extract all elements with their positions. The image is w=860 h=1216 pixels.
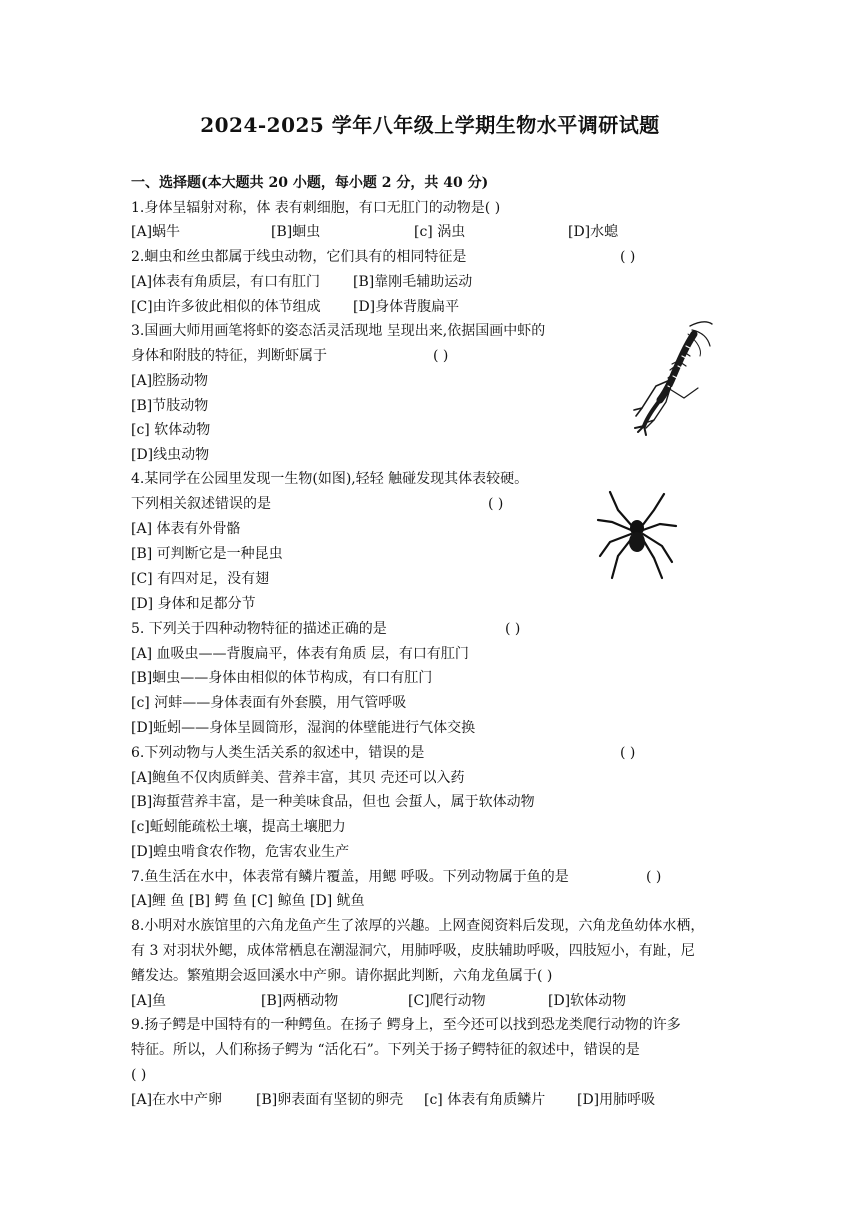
spider-image: [596, 490, 678, 580]
question-8-line-1: 8.小明对水族馆里的六角龙鱼产生了浓厚的兴趣。上网查阅资料后发现，六角龙鱼幼体水栖，: [131, 918, 705, 934]
q2-option-c: [C]由许多彼此相似的体节组成: [131, 299, 321, 315]
q7-options: [A]鲤 鱼 [B] 鳄 鱼 [C] 鲸鱼 [D] 鱿鱼: [131, 893, 365, 909]
q4-option-c: [C] 有四对足，没有翅: [131, 571, 270, 587]
question-9-line-3: ( ): [131, 1067, 147, 1083]
q5-option-c: [c] 河蚌——身体表面有外套膜，用气管呼吸: [131, 695, 407, 711]
q3-option-d: [D]线虫动物: [131, 447, 210, 463]
q1-option-a: [A]蜗牛: [131, 224, 181, 240]
question-7-stem: 7.鱼生活在水中，体表常有鳞片覆盖，用鳃 呼吸。下列动物属于鱼的是: [131, 869, 569, 885]
question-3-stem: 3.国画大师用画笔将虾的姿态活灵活现地 呈现出来,依据国画中虾的: [131, 323, 546, 339]
q8-option-a: [A]鱼: [131, 993, 167, 1009]
q2-option-b: [B]靠刚毛辅助运动: [353, 274, 473, 290]
q1-option-b: [B]蛔虫: [271, 224, 321, 240]
q4-option-a: [A] 体表有外骨骼: [131, 521, 241, 537]
q4-option-d: [D] 身体和足都分节: [131, 596, 256, 612]
question-6-stem: 6.下列动物与人类生活关系的叙述中，错误的是: [131, 745, 425, 761]
q8-option-b: [B]两栖动物: [261, 993, 339, 1009]
q6-option-a: [A]鲍鱼不仅肉质鲜美、营养丰富，其贝 壳还可以入药: [131, 770, 465, 786]
q2-option-d: [D]身体背腹扁平: [353, 299, 460, 315]
q9-option-a: [A]在水中产卵: [131, 1092, 223, 1108]
q6-option-d: [D]蝗虫啃食农作物，危害农业生产: [131, 844, 350, 860]
q2-answer-bracket: ( ): [620, 249, 636, 265]
question-9-line-2: 特征。所以，人们称扬子鳄为 “活化石”。下列关于扬子鳄特征的叙述中，错误的是: [131, 1042, 640, 1058]
q4-option-b: [B] 可判断它是一种昆虫: [131, 546, 283, 562]
question-4-stem-line2: 下列相关叙述错误的是: [131, 496, 271, 512]
q9-option-c: [c] 体表有角质鳞片: [424, 1092, 546, 1108]
question-5-stem: 5. 下列关于四种动物特征的描述正确的是: [131, 621, 387, 637]
q2-option-a: [A]体表有角质层，有口有肛门: [131, 274, 321, 290]
question-2-stem: 2.蛔虫和丝虫都属于线虫动物，它们具有的相同特征是: [131, 249, 467, 265]
question-8-line-3: 鳍发达。繁殖期会返回溪水中产卵。请你据此判断，六角龙鱼属于( ): [131, 968, 553, 984]
q5-option-a: [A] 血吸虫——背腹扁平，体表有角质 层，有口有肛门: [131, 646, 469, 662]
page-title: 2024-2025 学年八年级上学期生物水平调研试题: [200, 113, 660, 137]
q8-option-c: [C]爬行动物: [408, 993, 486, 1009]
q5-answer-bracket: ( ): [505, 621, 521, 637]
q3-option-a: [A]腔肠动物: [131, 373, 209, 389]
shrimp-painting-image: [620, 316, 720, 444]
q7-answer-bracket: ( ): [646, 869, 662, 885]
q3-option-b: [B]节肢动物: [131, 398, 209, 414]
q8-option-d: [D]软体动物: [548, 993, 627, 1009]
q9-option-d: [D]用肺呼吸: [577, 1092, 656, 1108]
q3-answer-bracket: ( ): [433, 348, 449, 364]
question-8-line-2: 有 3 对羽状外鳃，成体常栖息在潮湿洞穴，用肺呼吸，皮肤辅助呼吸，四肢短小，有趾，尼: [131, 943, 695, 959]
question-9-line-1: 9.扬子鳄是中国特有的一种鳄鱼。在扬子 鳄身上，至今还可以找到恐龙类爬行动物的许多: [131, 1017, 681, 1033]
q9-option-b: [B]卵表面有坚韧的卵壳: [256, 1092, 404, 1108]
question-4-stem: 4.某同学在公园里发现一生物(如图),轻轻 触碰发现其体表较硬。: [131, 471, 529, 487]
q4-answer-bracket: ( ): [488, 496, 504, 512]
question-1-stem: 1.身体呈辐射对称，体 表有刺细胞，有口无肛门的动物是( ): [131, 200, 501, 216]
q6-answer-bracket: ( ): [620, 745, 636, 761]
section-heading: 一、选择题(本大题共 20 小题，每小题 2 分，共 40 分): [131, 175, 489, 191]
q5-option-d: [D]蚯蚓——身体呈圆筒形，湿润的体壁能进行气体交换: [131, 720, 476, 736]
q6-option-c: [c]蚯蚓能疏松土壤，提高土壤肥力: [131, 819, 346, 835]
q3-option-c: [c] 软体动物: [131, 422, 211, 438]
q6-option-b: [B]海蜇营养丰富，是一种美味食品，但也 会蜇人，属于软体动物: [131, 794, 535, 810]
q1-option-d: [D]水螅: [568, 224, 619, 240]
question-3-stem-line2: 身体和附肢的特征，判断虾属于: [131, 348, 327, 364]
q5-option-b: [B]蛔虫——身体由相似的体节构成，有口有肛门: [131, 670, 433, 686]
q1-option-c: [c] 涡虫: [414, 224, 466, 240]
